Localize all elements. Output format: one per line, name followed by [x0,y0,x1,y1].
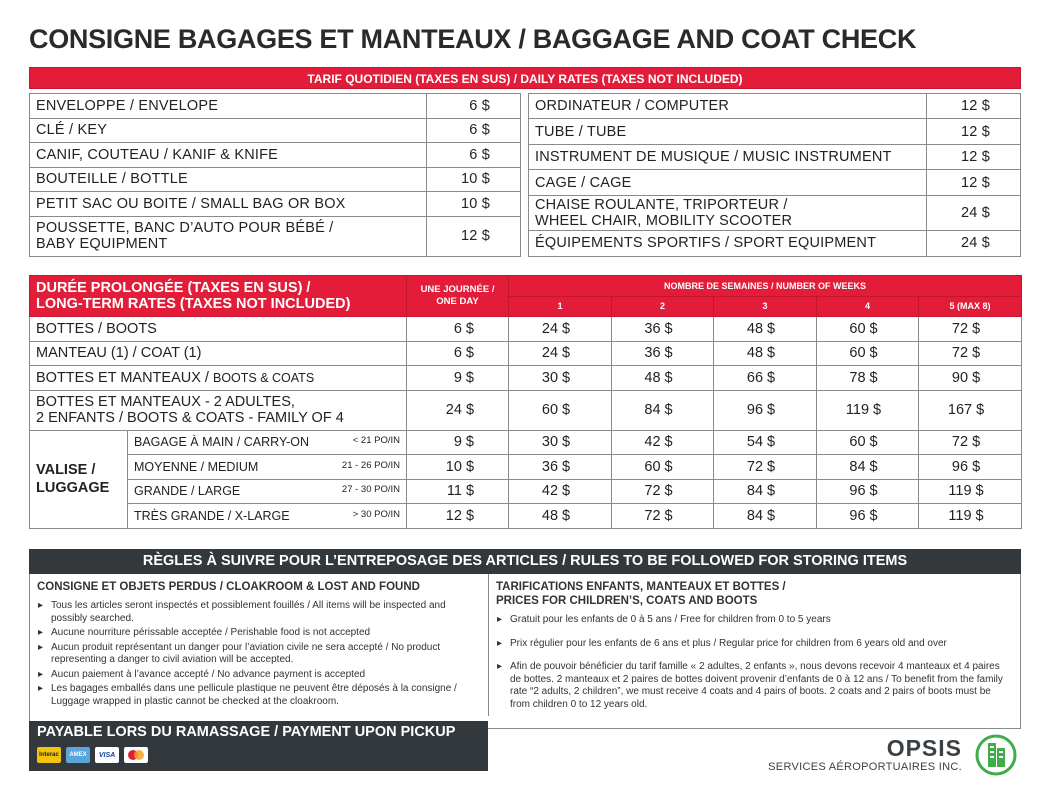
table-row [529,231,1021,256]
week-price: 42 $ [509,479,612,504]
luggage-size-label: TRÈS GRANDE / X-LARGE > 30 PO/IN [128,504,407,529]
row-label: BOTTES ET MANTEAUX - 2 ADULTES, 2 ENFANTS / BOOTS & COATS - FAMILY OF 4 [30,390,407,430]
table-row [529,119,1021,144]
item-price: 12 $ [927,170,1021,195]
luggage-size-label: GRANDE / LARGE 27 - 30 PO/IN [128,479,407,504]
week-price: 24 $ [509,341,612,366]
table-row [529,195,1021,230]
list-item: ▸ Prix régulier pour les enfants de 6 ans et plus / Regular price for children from 6 years old and over [496,638,1013,651]
row-label: BOTTES / BOOTS [30,317,407,342]
week-price: 78 $ [817,366,919,391]
day-price: 11 $ [407,479,509,504]
week-col-header: 4 [817,296,919,317]
table-row [30,341,1022,366]
item-price: 6 $ [427,94,521,119]
children-pricing-rules [489,574,1020,728]
visa-card-icon: VISA [95,747,119,763]
week-col-header: 2 [612,296,714,317]
item-label: PETIT SAC OU BOITE / SMALL BAG OR BOX [30,192,427,217]
amex-card-icon: AMEX [66,747,90,763]
week-price: 24 $ [509,317,612,342]
table-row [30,504,1022,529]
luggage-size-label: MOYENNE / MEDIUM 21 - 26 PO/IN [128,455,407,480]
day-price: 10 $ [407,455,509,480]
week-price: 60 $ [612,455,714,480]
table-row [30,455,1022,480]
day-price: 9 $ [407,366,509,391]
weeks-header: NOMBRE DE SEMAINES / NUMBER OF WEEKS [509,276,1022,297]
table-row [529,94,1021,119]
week-price: 30 $ [509,366,612,391]
item-label: CLÉ / KEY [30,118,427,143]
list-item: ▸ Aucun paiement à l’avance accepté / No advance payment is accepted [37,669,481,682]
week-col-header: 5 (MAX 8) [919,296,1022,317]
week-price: 48 $ [612,366,714,391]
day-price: 6 $ [407,317,509,342]
table-row [30,192,521,217]
week-price: 96 $ [817,479,919,504]
week-price: 36 $ [612,341,714,366]
row-label: MANTEAU (1) / COAT (1) [30,341,407,366]
item-label: CANIF, COUTEAU / KANIF & KNIFE [30,143,427,168]
item-price: 12 $ [927,94,1021,119]
table-row [30,216,521,256]
table-row [30,143,521,168]
luggage-group-label: VALISE / LUGGAGE [30,430,128,528]
week-price: 72 $ [612,504,714,529]
payment-bar [29,721,488,771]
item-price: 12 $ [427,216,521,256]
table-row [30,118,521,143]
list-item: ▸ Aucun produit représentant un danger pour l’aviation civile ne sera accepté / No product representing a danger to civil aviation will be accepted. [37,642,481,667]
week-price: 84 $ [714,479,817,504]
children-pricing-title: TARIFICATIONS ENFANTS, MANTEAUX ET BOTTES / PRICES FOR CHILDREN’S, COATS AND BOOTS [496,581,786,607]
week-price: 54 $ [714,430,817,455]
list-item: ▸ Tous les articles seront inspectés et possiblement fouillés / All items will be inspected and possibly searched. [37,600,481,625]
item-price: 24 $ [927,195,1021,230]
long-term-rates-table [29,275,1022,529]
day-price: 24 $ [407,390,509,430]
cloakroom-rules [30,574,489,716]
building-icon [974,733,1018,777]
daily-rates-right-table [528,93,1021,257]
week-price: 30 $ [509,430,612,455]
table-row [30,479,1022,504]
opsis-logo [748,733,1018,778]
table-row [30,94,521,119]
week-price: 36 $ [612,317,714,342]
week-price: 167 $ [919,390,1022,430]
mastercard-card-icon [124,747,148,763]
week-price: 72 $ [919,341,1022,366]
week-price: 84 $ [714,504,817,529]
item-price: 6 $ [427,118,521,143]
week-price: 96 $ [714,390,817,430]
row-label: BOTTES ET MANTEAUX / BOOTS & COATS [30,366,407,391]
week-col-header: 1 [509,296,612,317]
item-label: ÉQUIPEMENTS SPORTIFS / SPORT EQUIPMENT [529,231,927,256]
item-label: BOUTEILLE / BOTTLE [30,167,427,192]
table-row [30,317,1022,342]
list-item: ▸ Les bagages emballés dans une pellicule plastique ne peuvent être déposés à la consigne / Luggage wrapped in plastic cannot be checked at the cloakroom. [37,683,481,708]
week-price: 119 $ [919,479,1022,504]
day-price: 9 $ [407,430,509,455]
item-price: 12 $ [927,119,1021,144]
day-price: 12 $ [407,504,509,529]
week-price: 48 $ [714,317,817,342]
rules-section [29,549,1021,729]
item-label: CAGE / CAGE [529,170,927,195]
week-price: 48 $ [714,341,817,366]
day-price: 6 $ [407,341,509,366]
brand-name: OPSIS [886,735,962,761]
table-header-row [30,276,1022,297]
week-price: 96 $ [919,455,1022,480]
week-price: 84 $ [817,455,919,480]
week-price: 96 $ [817,504,919,529]
table-row [30,167,521,192]
daily-rates-section [29,67,1021,257]
week-price: 48 $ [509,504,612,529]
list-item: ▸ Gratuit pour les enfants de 0 à 5 ans / Free for children from 0 to 5 years [496,614,1013,627]
week-price: 42 $ [612,430,714,455]
week-price: 84 $ [612,390,714,430]
daily-rates-left-table [29,93,521,257]
item-price: 10 $ [427,192,521,217]
week-price: 60 $ [817,430,919,455]
item-label: POUSSETTE, BANC D’AUTO POUR BÉBÉ / BABY EQUIPMENT [30,216,427,256]
table-row [30,366,1022,391]
item-label: ENVELOPPE / ENVELOPE [30,94,427,119]
week-price: 72 $ [714,455,817,480]
list-item: ▸ Afin de pouvoir bénéficier du tarif famille « 2 adultes, 2 enfants », nous devons recevoir 4 manteaux et 4 paires de bottes. 2 manteaux et 2 paires de bottes doivent provenir d’enfants de 0 à 12 ans / To benefit from the family rate “2 adults, 2 children”, we must receive 4 coats and 4 pairs of boots. 2 coats and 2 pairs of boots must be from children 0 to 12 years old. [496,661,1013,711]
week-price: 72 $ [919,430,1022,455]
page-title: CONSIGNE BAGAGES ET MANTEAUX / BAGGAGE AND COAT CHECK [29,24,917,54]
interac-card-icon: Interac [37,747,61,763]
week-col-header: 3 [714,296,817,317]
long-term-title: DURÉE PROLONGÉE (TAXES EN SUS) / LONG-TERM RATES (TAXES NOT INCLUDED) [30,276,407,317]
one-day-header: UNE JOURNÉE / ONE DAY [407,276,509,317]
week-price: 66 $ [714,366,817,391]
item-label: TUBE / TUBE [529,119,927,144]
item-label: INSTRUMENT DE MUSIQUE / MUSIC INSTRUMENT [529,144,927,169]
table-row [529,170,1021,195]
brand-subtitle: SERVICES AÉROPORTUAIRES INC. [768,761,962,773]
week-price: 119 $ [817,390,919,430]
item-price: 10 $ [427,167,521,192]
table-row [529,144,1021,169]
daily-rates-header: TARIF QUOTIDIEN (TAXES EN SUS) / DAILY RATES (TAXES NOT INCLUDED) [29,67,1021,89]
rules-header: RÈGLES À SUIVRE POUR L’ENTREPOSAGE DES ARTICLES / RULES TO BE FOLLOWED FOR STORING ITEMS [29,549,1021,574]
week-price: 72 $ [919,317,1022,342]
week-price: 60 $ [509,390,612,430]
item-price: 24 $ [927,231,1021,256]
item-label: CHAISE ROULANTE, TRIPORTEUR / WHEEL CHAIR, MOBILITY SCOOTER [529,195,927,230]
week-price: 60 $ [817,317,919,342]
cloakroom-rules-title: CONSIGNE ET OBJETS PERDUS / CLOAKROOM & LOST AND FOUND [37,581,420,593]
item-price: 6 $ [427,143,521,168]
week-price: 72 $ [612,479,714,504]
table-row [30,430,1022,455]
week-price: 60 $ [817,341,919,366]
list-item: ▸ Aucune nourriture périssable acceptée / Perishable food is not accepted [37,627,481,640]
long-term-rates-section [29,275,1021,529]
item-label: ORDINATEUR / COMPUTER [529,94,927,119]
luggage-size-label: BAGAGE À MAIN / CARRY-ON < 21 PO/IN [128,430,407,455]
week-price: 119 $ [919,504,1022,529]
table-row [30,390,1022,430]
payment-title: PAYABLE LORS DU RAMASSAGE / PAYMENT UPON PICKUP [37,724,456,740]
item-price: 12 $ [927,144,1021,169]
week-price: 90 $ [919,366,1022,391]
week-price: 36 $ [509,455,612,480]
